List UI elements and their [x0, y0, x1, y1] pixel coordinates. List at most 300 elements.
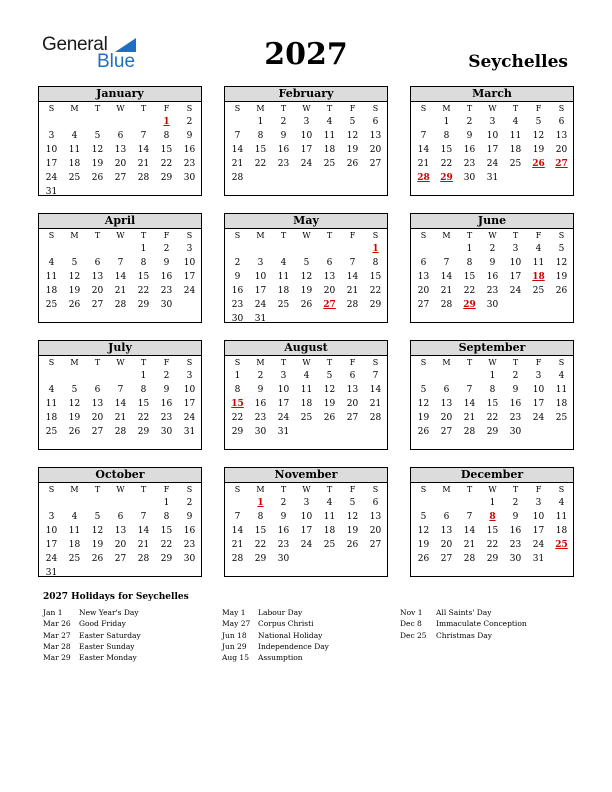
- day-cell: 12: [532, 131, 545, 141]
- day-cell: 28: [440, 300, 453, 310]
- weekday-label: W: [116, 358, 125, 367]
- weekday-label: F: [163, 231, 170, 240]
- day-cell: 10: [45, 526, 58, 536]
- day-cell: 22: [486, 540, 499, 550]
- day-cell: 7: [140, 512, 147, 522]
- weekday-header: [39, 483, 201, 496]
- day-cell: 16: [160, 272, 173, 282]
- day-cell: 26: [323, 413, 336, 423]
- weekday-label: T: [94, 231, 101, 240]
- holiday-day-cell: 15: [231, 399, 244, 409]
- day-cell: 11: [555, 385, 568, 395]
- weekday-label: S: [48, 358, 55, 367]
- month-name: July: [39, 341, 201, 356]
- weekday-label: S: [186, 485, 193, 494]
- weekday-label: M: [442, 231, 451, 240]
- day-cell: 8: [257, 131, 264, 141]
- weekday-header: [225, 483, 387, 496]
- day-cell: 10: [300, 131, 313, 141]
- day-cell: 27: [369, 540, 382, 550]
- day-cell: 18: [323, 526, 336, 536]
- day-cell: 14: [463, 399, 476, 409]
- weekday-label: T: [466, 104, 473, 113]
- day-cell: 11: [555, 512, 568, 522]
- day-cell: 30: [509, 427, 522, 437]
- day-cell: 20: [323, 286, 336, 296]
- day-cell: 25: [45, 300, 58, 310]
- weekday-label: W: [116, 231, 125, 240]
- weekday-label: S: [186, 231, 193, 240]
- day-cell: 9: [512, 385, 519, 395]
- day-cell: 16: [231, 286, 244, 296]
- day-cell: 13: [555, 131, 568, 141]
- weekday-label: T: [326, 358, 333, 367]
- day-cell: 26: [91, 173, 104, 183]
- day-cell: 8: [257, 512, 264, 522]
- day-cell: 16: [486, 272, 499, 282]
- day-cell: 1: [489, 371, 496, 381]
- day-cell: 15: [254, 526, 267, 536]
- day-cell: 3: [48, 512, 55, 522]
- day-cell: 14: [114, 399, 127, 409]
- empty-day-cell: [40, 369, 63, 383]
- empty-day-cell: [412, 115, 435, 129]
- day-cell: 23: [509, 540, 522, 550]
- day-cell: 30: [160, 300, 173, 310]
- day-cell: 6: [94, 258, 101, 268]
- day-grid: [411, 242, 573, 312]
- day-cell: 4: [48, 258, 55, 268]
- day-cell: 24: [45, 554, 58, 564]
- day-cell: 8: [234, 385, 241, 395]
- day-cell: 7: [234, 131, 241, 141]
- empty-day-cell: [272, 242, 295, 256]
- weekday-label: S: [558, 485, 565, 494]
- day-cell: 25: [277, 300, 290, 310]
- day-cell: 17: [45, 540, 58, 550]
- day-grid: [225, 115, 387, 185]
- weekday-label: T: [140, 358, 147, 367]
- weekday-label: T: [326, 231, 333, 240]
- holiday-name: Corpus Christi: [258, 619, 314, 629]
- day-cell: 18: [68, 159, 81, 169]
- weekday-label: T: [326, 104, 333, 113]
- day-cell: 27: [91, 300, 104, 310]
- day-cell: 16: [183, 145, 196, 155]
- day-cell: 6: [117, 512, 124, 522]
- day-cell: 29: [369, 300, 382, 310]
- day-cell: 26: [555, 286, 568, 296]
- day-cell: 4: [558, 498, 565, 508]
- day-cell: 7: [372, 371, 379, 381]
- weekday-label: M: [256, 485, 265, 494]
- weekday-header: [225, 229, 387, 242]
- weekday-label: F: [535, 358, 542, 367]
- day-cell: 7: [117, 385, 124, 395]
- day-cell: 12: [555, 258, 568, 268]
- day-cell: 24: [45, 173, 58, 183]
- weekday-label: T: [94, 104, 101, 113]
- day-cell: 1: [466, 244, 473, 254]
- day-cell: 31: [45, 187, 58, 197]
- day-cell: 3: [257, 258, 264, 268]
- month-name: March: [411, 87, 573, 102]
- day-cell: 8: [140, 385, 147, 395]
- day-cell: 16: [254, 399, 267, 409]
- month-name: May: [225, 214, 387, 229]
- weekday-label: F: [163, 104, 170, 113]
- day-cell: 15: [160, 526, 173, 536]
- day-cell: 19: [91, 540, 104, 550]
- day-cell: 27: [440, 554, 453, 564]
- day-cell: 2: [280, 498, 287, 508]
- holiday-date: Jan 1: [43, 608, 63, 617]
- weekday-label: M: [70, 104, 79, 113]
- day-cell: 19: [91, 159, 104, 169]
- day-cell: 10: [509, 258, 522, 268]
- day-cell: 29: [231, 427, 244, 437]
- day-cell: 20: [369, 526, 382, 536]
- day-cell: 27: [114, 173, 127, 183]
- empty-day-cell: [412, 369, 435, 383]
- weekday-label: T: [466, 231, 473, 240]
- day-cell: 15: [137, 399, 150, 409]
- day-cell: 17: [509, 272, 522, 282]
- day-cell: 19: [532, 145, 545, 155]
- weekday-label: F: [163, 485, 170, 494]
- weekday-label: F: [349, 358, 356, 367]
- day-cell: 2: [466, 117, 473, 127]
- day-cell: 8: [443, 131, 450, 141]
- day-cell: 2: [512, 498, 519, 508]
- day-cell: 5: [71, 258, 78, 268]
- holiday-row: [400, 618, 580, 629]
- day-cell: 30: [463, 173, 476, 183]
- day-cell: 19: [68, 286, 81, 296]
- day-cell: 21: [346, 286, 359, 296]
- day-cell: 10: [254, 272, 267, 282]
- day-cell: 22: [254, 159, 267, 169]
- day-cell: 18: [555, 399, 568, 409]
- day-cell: 15: [486, 526, 499, 536]
- holiday-name: Easter Saturday: [79, 630, 141, 640]
- day-cell: 25: [532, 286, 545, 296]
- day-cell: 27: [91, 427, 104, 437]
- month-name: December: [411, 468, 573, 483]
- weekday-label: S: [372, 104, 379, 113]
- day-cell: 18: [68, 540, 81, 550]
- day-cell: 20: [555, 145, 568, 155]
- empty-day-cell: [435, 496, 458, 510]
- holiday-name: Easter Sunday: [79, 641, 135, 651]
- day-cell: 19: [417, 413, 430, 423]
- day-cell: 7: [466, 512, 473, 522]
- day-cell: 14: [231, 526, 244, 536]
- day-cell: 21: [463, 540, 476, 550]
- day-cell: 28: [231, 173, 244, 183]
- empty-day-cell: [458, 369, 481, 383]
- day-cell: 24: [532, 540, 545, 550]
- weekday-label: T: [326, 485, 333, 494]
- day-cell: 28: [137, 554, 150, 564]
- day-grid: [225, 496, 387, 566]
- day-cell: 8: [163, 131, 170, 141]
- weekday-label: S: [558, 231, 565, 240]
- day-cell: 9: [163, 385, 170, 395]
- day-cell: 13: [417, 272, 430, 282]
- day-cell: 1: [140, 371, 147, 381]
- day-cell: 26: [91, 554, 104, 564]
- day-cell: 13: [440, 399, 453, 409]
- weekday-label: S: [420, 104, 427, 113]
- day-grid: [225, 369, 387, 439]
- empty-day-cell: [63, 369, 86, 383]
- day-cell: 11: [300, 385, 313, 395]
- day-cell: 6: [443, 385, 450, 395]
- day-cell: 4: [535, 244, 542, 254]
- day-cell: 11: [509, 131, 522, 141]
- weekday-label: S: [420, 231, 427, 240]
- weekday-label: M: [442, 485, 451, 494]
- day-cell: 9: [186, 131, 193, 141]
- day-cell: 31: [486, 173, 499, 183]
- weekday-label: S: [48, 485, 55, 494]
- day-cell: 2: [163, 371, 170, 381]
- day-cell: 14: [231, 145, 244, 155]
- day-cell: 13: [369, 131, 382, 141]
- weekday-label: M: [442, 358, 451, 367]
- day-cell: 22: [486, 413, 499, 423]
- day-cell: 4: [71, 131, 78, 141]
- day-cell: 4: [303, 371, 310, 381]
- holiday-day-cell: 28: [417, 173, 430, 183]
- day-cell: 18: [555, 526, 568, 536]
- day-cell: 24: [300, 540, 313, 550]
- day-cell: 28: [463, 554, 476, 564]
- day-cell: 13: [114, 526, 127, 536]
- day-cell: 25: [555, 413, 568, 423]
- month-name: October: [39, 468, 201, 483]
- day-cell: 2: [489, 244, 496, 254]
- day-cell: 29: [160, 173, 173, 183]
- day-cell: 24: [183, 413, 196, 423]
- weekday-label: S: [420, 485, 427, 494]
- day-cell: 25: [68, 173, 81, 183]
- day-cell: 13: [440, 526, 453, 536]
- day-cell: 30: [486, 300, 499, 310]
- day-cell: 11: [45, 399, 58, 409]
- day-cell: 16: [277, 145, 290, 155]
- day-cell: 3: [303, 117, 310, 127]
- day-cell: 28: [369, 413, 382, 423]
- day-cell: 24: [532, 413, 545, 423]
- holiday-day-cell: 27: [323, 300, 336, 310]
- day-cell: 25: [45, 427, 58, 437]
- holiday-row: [43, 641, 223, 652]
- empty-day-cell: [86, 242, 109, 256]
- day-cell: 1: [234, 371, 241, 381]
- weekday-label: T: [280, 104, 287, 113]
- day-cell: 13: [369, 512, 382, 522]
- holiday-day-cell: 25: [555, 540, 568, 550]
- day-cell: 29: [137, 300, 150, 310]
- weekday-label: F: [535, 231, 542, 240]
- day-cell: 2: [163, 244, 170, 254]
- day-cell: 23: [160, 413, 173, 423]
- day-cell: 28: [231, 554, 244, 564]
- holiday-name: Good Friday: [79, 619, 126, 629]
- day-cell: 30: [160, 427, 173, 437]
- day-cell: 3: [48, 131, 55, 141]
- empty-day-cell: [86, 369, 109, 383]
- day-cell: 4: [326, 498, 333, 508]
- day-cell: 12: [300, 272, 313, 282]
- holiday-day-cell: 29: [440, 173, 453, 183]
- holiday-day-cell: 1: [257, 498, 264, 508]
- day-cell: 22: [160, 540, 173, 550]
- day-cell: 6: [420, 258, 427, 268]
- weekday-label: T: [466, 358, 473, 367]
- day-cell: 16: [277, 526, 290, 536]
- day-cell: 6: [372, 498, 379, 508]
- day-cell: 27: [369, 159, 382, 169]
- day-cell: 8: [466, 258, 473, 268]
- day-cell: 31: [277, 427, 290, 437]
- day-cell: 4: [326, 117, 333, 127]
- day-cell: 30: [231, 314, 244, 324]
- weekday-label: F: [349, 231, 356, 240]
- day-cell: 30: [254, 427, 267, 437]
- day-cell: 24: [300, 159, 313, 169]
- day-cell: 1: [489, 498, 496, 508]
- weekday-label: S: [234, 485, 241, 494]
- weekday-label: W: [116, 485, 125, 494]
- day-cell: 25: [300, 413, 313, 423]
- empty-day-cell: [341, 242, 364, 256]
- day-cell: 15: [137, 272, 150, 282]
- day-cell: 28: [463, 427, 476, 437]
- day-cell: 3: [512, 244, 519, 254]
- empty-day-cell: [40, 115, 63, 129]
- day-cell: 13: [114, 145, 127, 155]
- day-cell: 19: [300, 286, 313, 296]
- empty-day-cell: [109, 369, 132, 383]
- day-cell: 7: [420, 131, 427, 141]
- empty-day-cell: [458, 496, 481, 510]
- weekday-header: [411, 102, 573, 115]
- day-cell: 19: [68, 413, 81, 423]
- holiday-day-cell: 8: [489, 512, 496, 522]
- weekday-label: S: [372, 231, 379, 240]
- holiday-date: Mar 28: [43, 641, 71, 651]
- weekday-label: W: [302, 485, 311, 494]
- weekday-label: T: [94, 358, 101, 367]
- day-cell: 22: [254, 540, 267, 550]
- day-cell: 20: [91, 413, 104, 423]
- holiday-row: [222, 652, 402, 663]
- month-august: [224, 340, 388, 450]
- weekday-label: T: [140, 231, 147, 240]
- holiday-row: [43, 630, 223, 641]
- empty-day-cell: [226, 496, 249, 510]
- day-cell: 19: [346, 526, 359, 536]
- holiday-row: [400, 630, 580, 641]
- day-cell: 11: [532, 258, 545, 268]
- day-cell: 14: [417, 145, 430, 155]
- weekday-label: T: [94, 485, 101, 494]
- empty-day-cell: [109, 242, 132, 256]
- day-cell: 26: [68, 427, 81, 437]
- day-cell: 6: [94, 385, 101, 395]
- day-cell: 7: [117, 258, 124, 268]
- day-cell: 11: [68, 526, 81, 536]
- day-cell: 22: [137, 413, 150, 423]
- holiday-column: [43, 607, 223, 663]
- day-cell: 21: [231, 159, 244, 169]
- day-cell: 8: [163, 512, 170, 522]
- day-cell: 16: [509, 399, 522, 409]
- day-cell: 29: [486, 427, 499, 437]
- day-cell: 15: [463, 272, 476, 282]
- day-cell: 17: [300, 145, 313, 155]
- month-may: [224, 213, 388, 323]
- day-cell: 12: [346, 131, 359, 141]
- day-cell: 2: [257, 371, 264, 381]
- day-cell: 12: [417, 399, 430, 409]
- empty-day-cell: [40, 496, 63, 510]
- day-cell: 17: [277, 399, 290, 409]
- day-cell: 18: [277, 286, 290, 296]
- day-cell: 25: [323, 159, 336, 169]
- day-cell: 5: [71, 385, 78, 395]
- weekday-label: T: [280, 231, 287, 240]
- weekday-label: T: [280, 485, 287, 494]
- weekday-label: T: [512, 231, 519, 240]
- holiday-row: [400, 607, 580, 618]
- day-cell: 5: [535, 117, 542, 127]
- day-grid: [411, 496, 573, 566]
- day-cell: 26: [300, 300, 313, 310]
- day-cell: 7: [234, 512, 241, 522]
- day-cell: 9: [280, 512, 287, 522]
- weekday-label: F: [535, 104, 542, 113]
- day-cell: 2: [186, 117, 193, 127]
- holiday-date: Mar 27: [43, 630, 71, 640]
- weekday-label: W: [116, 104, 125, 113]
- weekday-header: [39, 229, 201, 242]
- day-cell: 21: [114, 413, 127, 423]
- holiday-day-cell: 18: [532, 272, 545, 282]
- day-cell: 15: [440, 145, 453, 155]
- day-cell: 9: [489, 258, 496, 268]
- weekday-label: W: [488, 104, 497, 113]
- weekday-label: W: [302, 104, 311, 113]
- day-cell: 17: [300, 526, 313, 536]
- day-cell: 29: [254, 554, 267, 564]
- day-cell: 9: [163, 258, 170, 268]
- day-cell: 26: [417, 554, 430, 564]
- day-cell: 19: [323, 399, 336, 409]
- holiday-row: [43, 607, 223, 618]
- weekday-label: S: [48, 104, 55, 113]
- day-cell: 20: [417, 286, 430, 296]
- day-cell: 6: [349, 371, 356, 381]
- month-september: [410, 340, 574, 450]
- holiday-row: [222, 618, 402, 629]
- day-cell: 17: [254, 286, 267, 296]
- day-cell: 10: [532, 385, 545, 395]
- weekday-label: M: [70, 231, 79, 240]
